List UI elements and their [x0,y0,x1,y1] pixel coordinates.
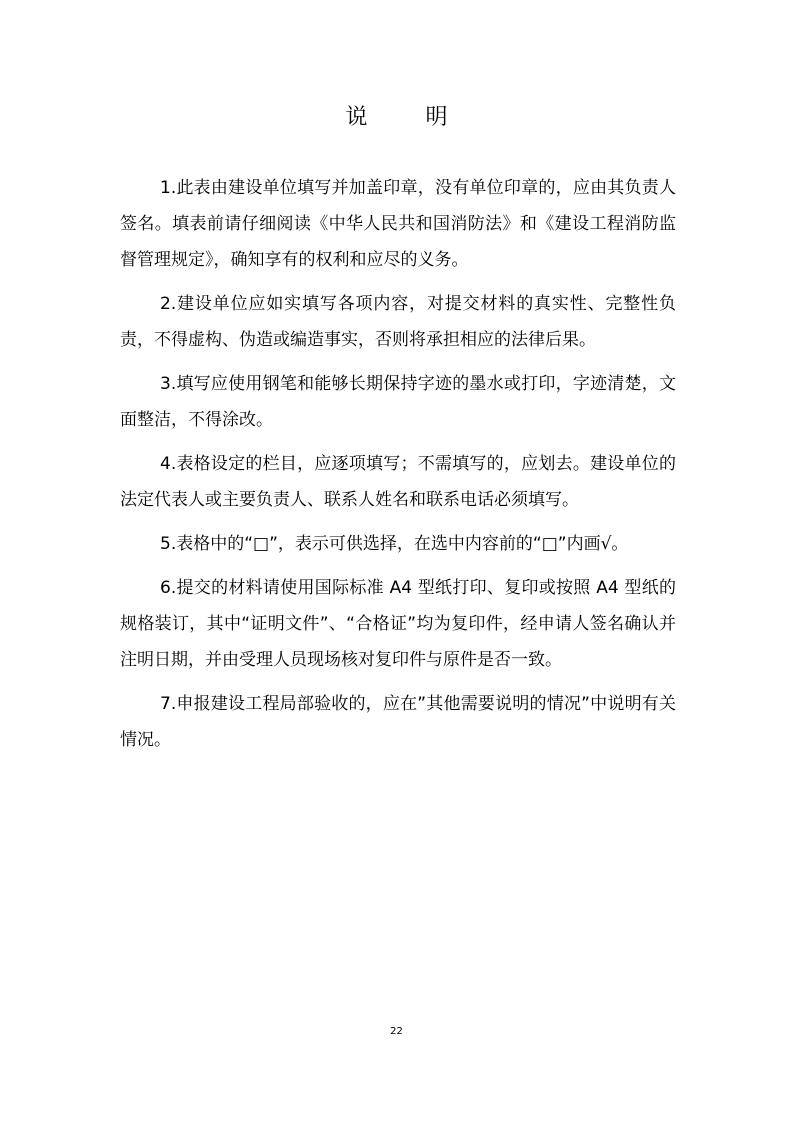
instruction-paragraph-7: 7.申报建设工程局部验收的，应在”其他需要说明的情况”中说明有关情况。 [120,694,676,750]
instruction-paragraph-1: 1.此表由建设单位填写并加盖印章，没有单位印章的，应由其负责人签名。填表前请仔细阅读《中华人民共和国消防法》和《建设工程消防监督管理规定》，确知享有的权利和应尽的义务。 [120,178,676,270]
page-title [0,100,793,131]
instruction-paragraph-4: 4.表格设定的栏目，应逐项填写；不需填写的，应划去。建设单位的法定代表人或主要负责人、联系人姓名和联系电话必须填写。 [120,454,676,510]
instruction-paragraph-5: 5.表格中的“□”，表示可供选择，在选中内容前的“□”内画√。 [160,534,629,554]
instruction-paragraph-2: 2.建设单位应如实填写各项内容，对提交材料的真实性、完整性负责，不得虚构、伪造或编造事实，否则将承担相应的法律后果。 [120,294,676,350]
title-char-1: 说 [345,105,368,130]
page-number: 22 [390,1026,403,1037]
title-char-2: 明 [425,105,448,130]
instructions-body [120,170,676,758]
instruction-paragraph-3: 3.填写应使用钢笔和能够长期保持字迹的墨水或打印，字迹清楚，文面整洁，不得涂改。 [120,374,676,430]
instruction-paragraph-6: 6.提交的材料请使用国际标准 A4 型纸打印、复印或按照 A4 型纸的规格装订，其中“证明文件”、“合格证”均为复印件，经申请人签名确认并注明日期，并由受理人员现场核对复印件与原件是否一致。 [120,578,676,670]
